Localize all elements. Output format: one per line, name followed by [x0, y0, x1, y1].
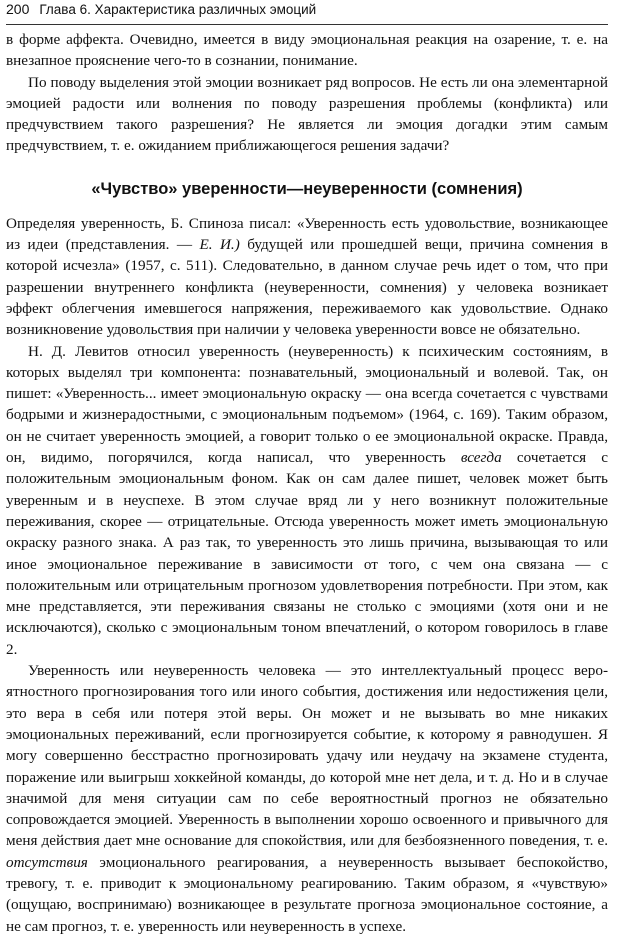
text-run: Н. Д. Левитов относил уверенность (неуверенность) к психическим состояниям, в которых выделял три компонента: познавательный, эмоциональный и волевой. Так, он пишет: «Уверенность... имеет эмоциональную окраску — она всегда сочетается с чувствами бодрыми и жизнерадостными, с эмоциональным подъемом» (1964, с. 169). Таким образом, он не считает уверенность эмоцией, а говорит только о ее эмоциональной окраске. Правда, он, видимо, погорячился, когда написал, что уверенность	[6, 342, 608, 467]
italic-text: всегда	[460, 449, 502, 467]
text-run: Уверенность или неуверенность человека — это интеллектуальный процесс вероятностного прогнозирования того или иного события, достижения или недостижения цели, это вера в себя или потеря этой веры. Он может и не вызывать во мне никаких эмоциональных переживаний, если прогнозируется событие, к которому я равнодушен. Я могу совершенно бесстрастно прогнозировать удачу или неудачу на экзамене студента, поражение или выигрыш хоккейной команды, до которой мне нет дела, и т. д. Но и в случае значимой для меня ситуации сам по себе вероятностный прогноз не обязательно сопровождается эмоцией. Уверенность в выполнении хорошо освоенного и привычного для меня действия дает мне основание для спокойствия, или для безбоязненного поведения, т. е.	[6, 662, 608, 850]
chapter-title: Глава 6. Характеристика различных эмоций	[39, 2, 317, 17]
text-run: будущей или прошедшей вещи, причина сомнения в которой исчезла» (1957, с. 511). Следовательно, в данном случае речь идет о том, что при разрешении внутреннего конфликта (неуверенности, сомнения) у человека возникает эффект облегчения имевшегося напряжения, переживаемого как удовольствие. Однако возникновение удовольствия при наличии у человека уверенности вовсе не обязательно.	[6, 236, 608, 339]
section-heading: «Чувство» уверенности—неуверенности (сомнения)	[91, 179, 523, 198]
page-body	[6, 29, 608, 937]
paragraph-questions	[6, 72, 608, 157]
paragraph-spinoza	[6, 213, 608, 341]
text-run: эмоционального реагирования, а неуверенность вызывает беспокойство, тревогу, т. е. приводит к эмоциональному реагированию. Таким образом, я «чувствую» (ощущаю, воспринимаю) возникающее в результате прогноза эмоциональное состояние, а не сам прогноз, т. е. уверенность или неуверенность в успехе.	[6, 853, 608, 935]
page-number: 200	[6, 1, 30, 17]
text-run: Определяя уверенность, Б. Спиноза писал: «Уверенность есть удовольствие, возникающее из идеи (представления. —	[6, 214, 608, 254]
text-run: в форме аффекта. Очевидно, имеется в виду эмоциональная реакция на озарение, т. е. на внезапное прояснение чего-то в сознании, понимание.	[6, 31, 608, 70]
italic-text: Е. И.)	[199, 236, 240, 254]
text-run: сочетается с положительным эмоциональным фоном. Как он сам далее пишет, человек может быть уверенным и в неуспехе. В этом случае вряд ли у него возникнут положительные переживания, скорее — отрицательные. Отсюда уверенность может иметь эмоциональную окраску разного знака. А раз так, то уверенность это лишь причина, вызывающая то или иное эмоциональное переживание в зависимости от того, с чем она связана — с положительным или отрицательным прогнозом удовлетворения потребности. При этом, как мне представляется, эти переживания связаны не столько с эмоциями (хотя они и не исключаются), сколько с эмоциональным тоном впечатлений, о котором говорилось в главе 2.	[6, 449, 608, 658]
running-header	[6, 0, 608, 25]
text-run: По поводу выделения этой эмоции возникает ряд вопросов. Не есть ли она элементарной эмоцией радости или волнения по поводу разрешения проблемы (конфликта) или предчувствием такого разрешения? Не является ли эмоция догадки этим самым предчувствием, т. е. ожиданием приближающегося решения задачи?	[6, 73, 608, 155]
paragraph-prognosis	[6, 660, 608, 937]
paragraph-levitov	[6, 341, 608, 660]
italic-text: отсутствия	[6, 853, 88, 871]
paragraph-continued	[6, 29, 608, 72]
